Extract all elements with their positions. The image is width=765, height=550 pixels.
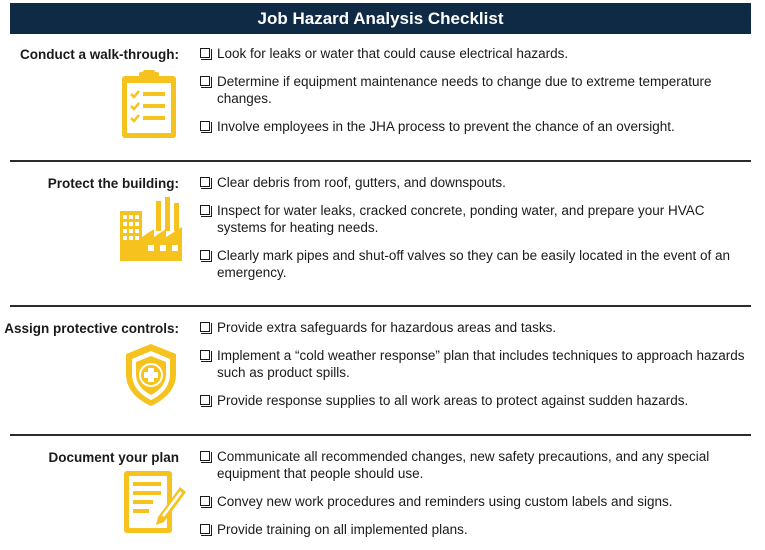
shield-plus-icon xyxy=(122,342,180,413)
factory-building-icon xyxy=(118,197,184,268)
list-item: Implement a “cold weather response” plan that includes techniques to approach hazards such as product spills. xyxy=(198,347,748,381)
item-list xyxy=(198,319,748,409)
section-divider xyxy=(10,434,751,436)
item-list xyxy=(198,448,748,538)
list-item: Inspect for water leaks, cracked concrete, ponding water, and prepare your HVAC systems for heating needs. xyxy=(198,202,748,236)
section-divider xyxy=(10,160,751,162)
item-list xyxy=(198,174,748,281)
list-item: Clear debris from roof, gutters, and downspouts. xyxy=(198,174,748,191)
list-item: Involve employees in the JHA process to prevent the chance of an oversight. xyxy=(198,118,748,135)
section-label: Document your plan xyxy=(48,450,179,465)
section-label: Protect the building: xyxy=(47,176,179,191)
list-item: Clearly mark pipes and shut-off valves so they can be easily located in the event of an emergency. xyxy=(198,247,748,281)
page-title: Job Hazard Analysis Checklist xyxy=(10,3,751,34)
list-item: Communicate all recommended changes, new safety precautions, and any special equipment that people should use. xyxy=(198,448,748,482)
list-item: Provide training on all implemented plans. xyxy=(198,521,748,538)
clipboard-checklist-icon xyxy=(120,70,178,145)
section-label: Conduct a walk-through: xyxy=(20,47,179,62)
list-item: Provide extra safeguards for hazardous areas and tasks. xyxy=(198,319,748,336)
list-item: Provide response supplies to all work areas to protect against sudden hazards. xyxy=(198,392,748,409)
section-divider xyxy=(10,305,751,307)
section-label: Assign protective controls: xyxy=(4,321,179,336)
list-item: Look for leaks or water that could cause electrical hazards. xyxy=(198,45,748,62)
document-pencil-icon xyxy=(122,469,188,542)
item-list xyxy=(198,45,748,135)
list-item: Convey new work procedures and reminders using custom labels and signs. xyxy=(198,493,748,510)
list-item: Determine if equipment maintenance needs to change due to extreme temperature changes. xyxy=(198,73,748,107)
